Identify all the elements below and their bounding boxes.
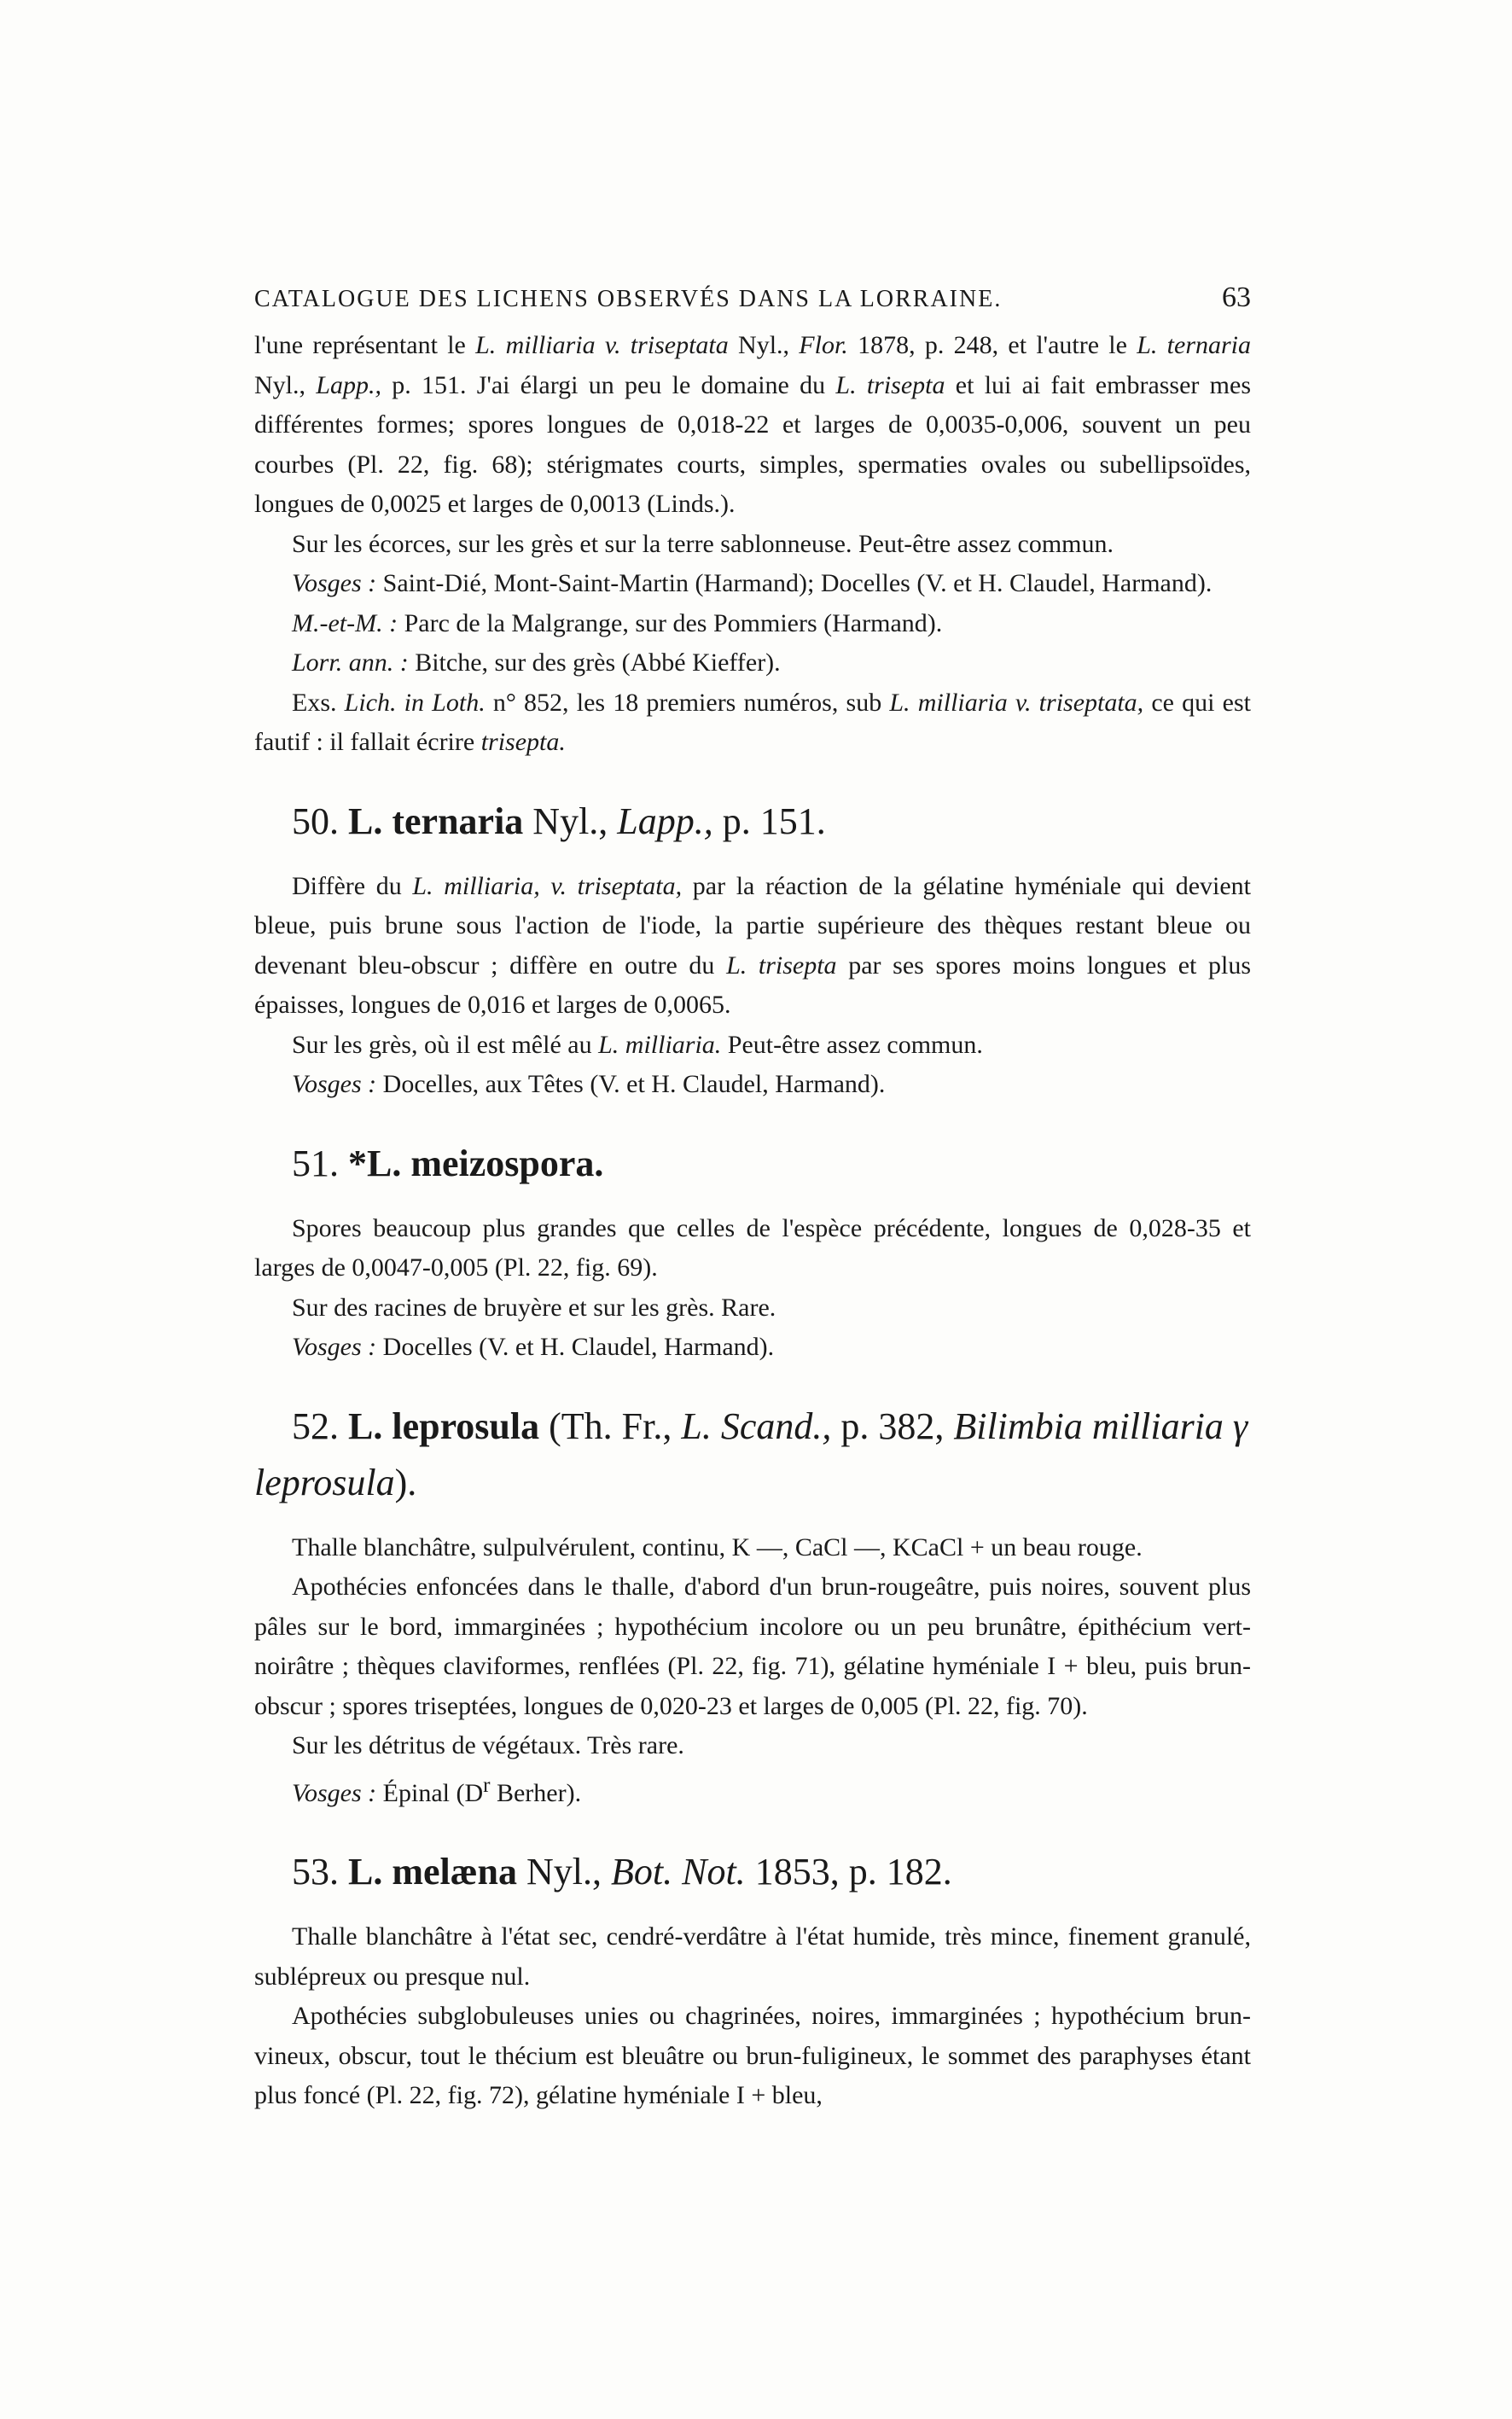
- running-head-title: CATALOGUE DES LICHENS OBSERVÉS DANS LA LORRAINE.: [254, 286, 1003, 312]
- species-heading-51: 51. *L. meizospora.: [292, 1142, 604, 1184]
- locality-meurthe-et-moselle: M.-et-M. : Parc de la Malgrange, sur des Pommiers (Harmand).: [292, 608, 943, 637]
- species-heading-50: 50. L. ternaria Nyl., Lapp., p. 151.: [292, 800, 826, 842]
- locality-vosges: Vosges : Saint-Dié, Mont-Saint-Martin (Harmand); Docelles (V. et H. Claudel, Harmand).: [292, 569, 1213, 597]
- habitat-line: Sur les écorces, sur les grès et sur la terre sablonneuse. Peut-être assez commun.: [292, 529, 1114, 558]
- species-50-habitat: Sur les grès, où il est mêlé au L. milliaria. Peut-être assez commun.: [292, 1030, 983, 1059]
- species-53-thallus: Thalle blanchâtre à l'état sec, cendré-verdâtre à l'état humide, très mince, finement granulé, sublépreux ou presque nul.: [254, 1922, 1251, 1991]
- species-51-habitat: Sur des racines de bruyère et sur les grès. Rare.: [292, 1293, 776, 1322]
- species-52-apothecia: Apothécies enfoncées dans le thalle, d'abord d'un brun-rougeâtre, puis noires, souvent plus pâles sur le bord, immarginées ; hypothécium incolore ou un peu brunâtre, épithécium vert-noirâtre ; thèques claviformes, renflées (Pl. 22, fig. 71), gélatine hyméniale I + bleu, puis brun-obscur ; spores triseptées, longues de 0,020-23 et larges de 0,005 (Pl. 22, fig. 70).: [254, 1573, 1251, 1720]
- species-51-description: Spores beaucoup plus grandes que celles de l'espèce précédente, longues de 0,028-35 et larges de 0,0047-0,005 (Pl. 22, fig. 69).: [254, 1213, 1251, 1282]
- species-50-locality: Vosges : Docelles, aux Têtes (V. et H. Claudel, Harmand).: [292, 1070, 886, 1098]
- species-heading-52: 52. L. leprosula (Th. Fr., L. Scand., p. 382, Bilimbia milliaria γ leprosula).: [254, 1404, 1248, 1503]
- species-52-thallus: Thalle blanchâtre, sulpulvérulent, continu, K —, CaCl —, KCaCl + un beau rouge.: [292, 1532, 1143, 1561]
- exsiccata-line: Exs. Lich. in Loth. n° 852, les 18 premiers numéros, sub L. milliaria v. triseptata, ce qui est fautif : il fallait écrire trisepta.: [254, 688, 1251, 756]
- locality-lorraine-annexee: Lorr. ann. : Bitche, sur des grès (Abbé Kieffer).: [292, 648, 781, 677]
- page: [254, 282, 1251, 2116]
- species-53-apothecia: Apothécies subglobuleuses unies ou chagrinées, noires, immarginées ; hypothécium brun-vineux, obscur, tout le thécium est bleuâtre ou brun-fuligineux, le sommet des paraphyses étant plus foncé (Pl. 22, fig. 72), gélatine hyméniale I + bleu,: [254, 2002, 1251, 2109]
- continuation-paragraph: l'une représentant le L. milliaria v. triseptata Nyl., Flor. 1878, p. 248, et l'autre le L. ternaria Nyl., Lapp., p. 151. J'ai élargi un peu le domaine du L. trisepta et lui ai fait embrasser mes différentes formes; spores longues de 0,018-22 et larges de 0,0035-0,006, souvent un peu courbes (Pl. 22, fig. 68); stérigmates courts, simples, spermaties ovales ou subellipsoïdes, longues de 0,0025 et larges de 0,0013 (Linds.).: [254, 331, 1252, 518]
- species-heading-53: 53. L. melæna Nyl., Bot. Not. 1853, p. 182.: [292, 1851, 952, 1893]
- species-50-description: Diffère du L. milliaria, v. triseptata, par la réaction de la gélatine hyméniale qui devient bleue, puis brune sous l'action de l'iode, la partie supérieure des thèques restant bleue ou devenant bleu-obscur ; diffère en outre du L. trisepta par ses spores moins longues et plus épaisses, longues de 0,016 et larges de 0,0065.: [254, 871, 1252, 1019]
- species-52-habitat: Sur les détritus de végétaux. Très rare.: [292, 1731, 684, 1759]
- species-52-locality: Vosges : Épinal ($D^r$ Berher).: [292, 1773, 582, 1807]
- page-number: 63: [1222, 282, 1251, 313]
- running-head: [254, 282, 1251, 314]
- species-51-locality: Vosges : Docelles (V. et H. Claudel, Harmand).: [292, 1333, 775, 1361]
